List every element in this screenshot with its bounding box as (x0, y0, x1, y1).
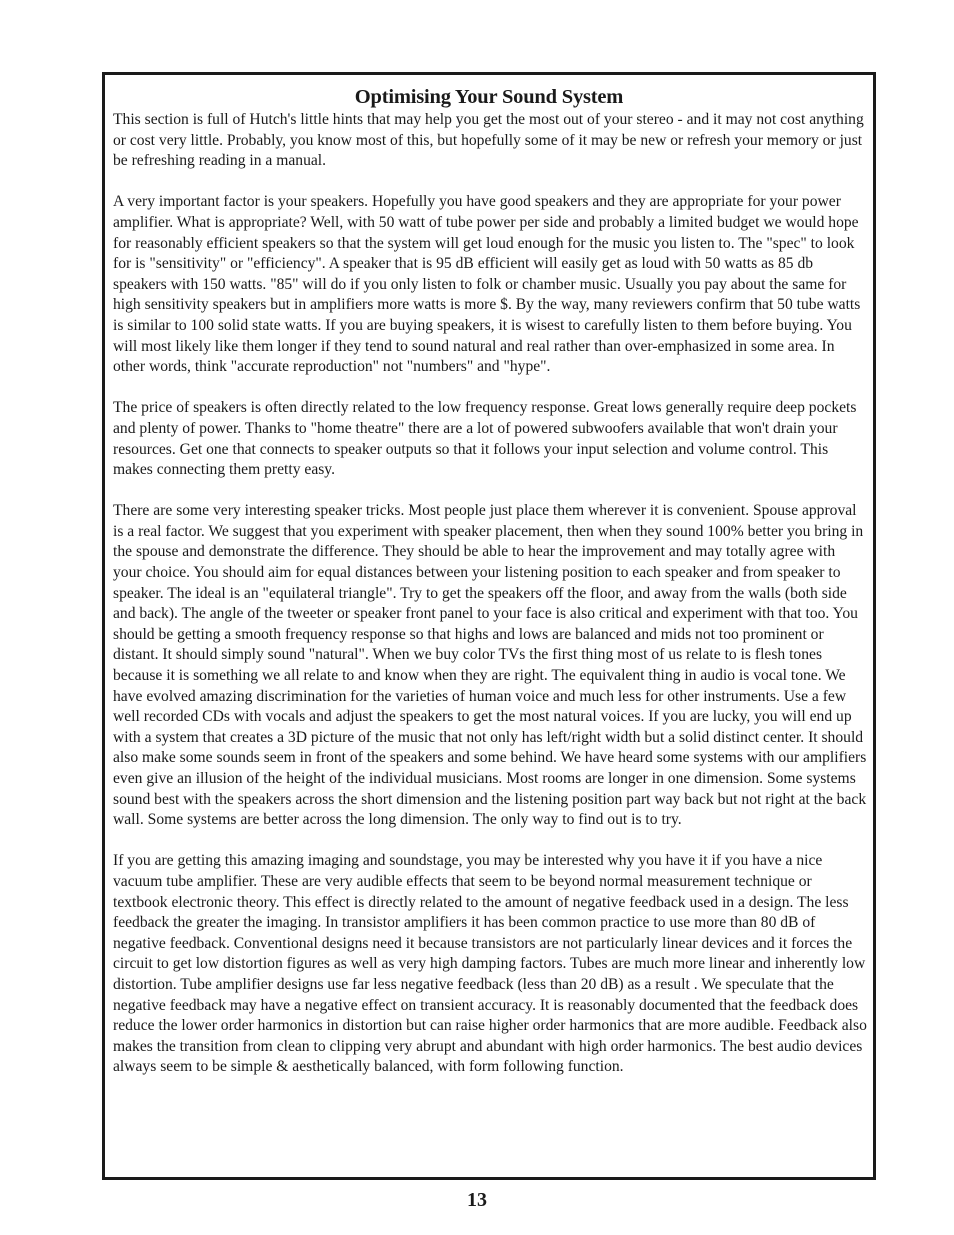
page-number: 13 (467, 1189, 487, 1211)
paragraph-negative-feedback: If you are getting this amazing imaging and soundstage, you may be interested why you have it if you have a nice vacuum tube amplifier. These are very audible effects that seem to be beyond normal measurement technique or textbook electronic theory. This effect is directly related to the amount of negative feedback used in a design. The less feedback the greater the imaging. In transistor amplifiers it has been common practice to use more than 80 dB of negative feedback. Conventional designs need it because transistors are not particularly linear devices and it forces the circuit to get low distortion figures as well as very high damping factors. Tubes are much more linear and inherently low distortion. Tube amplifier designs use far less negative feedback (less than 20 dB) as a result . We speculate that the negative feedback may have a negative effect on transient accuracy. It is reasonably documented that the feedback does reduce the lower order harmonics in distortion but can raise higher order harmonics that are more audible. Feedback also makes the transition from clean to clipping very abrupt and abundant with high order harmonics. The best audio devices always seem to be simple & aesthetically balanced, with form following function. (113, 852, 867, 1076)
section-title: Optimising Your Sound System (354, 86, 624, 108)
section-body (113, 110, 867, 1078)
paragraph-speaker-placement: There are some very interesting speaker tricks. Most people just place them wherever it is convenient. Spouse approval is a real factor. We suggest that you experiment with speaker placement, then when they sound 100% better you bring in the spouse and demonstrate the difference. They should be able to hear the improvement and may totally agree with your choice. You should aim for equal distances between your listening position to each speaker and from speaker to speaker. The ideal is an "equilateral triangle". Try to get the speakers off the floor, and away from the walls (both side and back). The angle of the tweeter or speaker front panel to your face is also critical and experiment with that too. You should be getting a smooth frequency response so that highs and lows are balanced and mids not too prominent or distant. It should simply sound "natural". When we buy color TVs the first thing most of us relate to is flesh tones because it is something we all relate to and know when they are right. The equivalent thing in audio is vocal tone. We have evolved amazing discrimination for the varieties of human voice and much less for other instruments. Use a few well recorded CDs with vocals and adjust the speakers to get the most natural voices. If you are lucky, you will end up with a system that creates a 3D picture of the music that not only has left/right width but a solid distinct center. It should also make some sounds seem in front of the speakers and some behind. We have heard some systems with our amplifiers even give an illusion of the height of the individual musicians. Most rooms are longer in one dimension. Some systems sound best with the speakers across the short dimension and the listening position part way back but not right at the back wall. Some systems are better across the long dimension. The only way to find out is to try. (113, 502, 867, 829)
paragraph-intro: This section is full of Hutch's little hints that may help you get the most out of your stereo - and it may not cost anything or cost very little. Probably, you know most of this, but hopefully some of it may be new or refresh your memory or just be refreshing reading in a manual. (113, 111, 864, 170)
paragraph-low-frequency: The price of speakers is often directly related to the low frequency response. Great lows generally require deep pockets and plenty of power. Thanks to "home theatre" there are a lot of powered subwoofers available that won't drain your resources. Get one that connects to speaker outputs so that it follows your input selection and volume control. This makes connecting them pretty easy. (113, 399, 857, 479)
content-frame (102, 72, 876, 1180)
paragraph-speakers: A very important factor is your speakers. Hopefully you have good speakers and they are appropriate for your power amplifier. What is appropriate? Well, with 50 watt of tube power per side and probably a limited budget we would hope for reasonably efficient speakers so that the system will get loud enough for the music you listen to. The "spec" to look for is "sensitivity" or "efficiency". A speaker that is 95 dB efficient will easily get as loud with 50 watts as 85 db speakers with 150 watts. "85" will do if you only listen to folk or chamber music. Usually you pay about the same for high sensitivity speakers but in amplifiers more watts is more $. By the way, many reviewers confirm that 50 tube watts is similar to 100 solid state watts. If you are buying speakers, it is wisest to carefully listen to them before buying. You will most likely like them longer if they tend to sound natural and real rather than over-emphasized in some area. In other words, think "accurate reproduction" not "numbers" and "hype". (113, 193, 861, 376)
